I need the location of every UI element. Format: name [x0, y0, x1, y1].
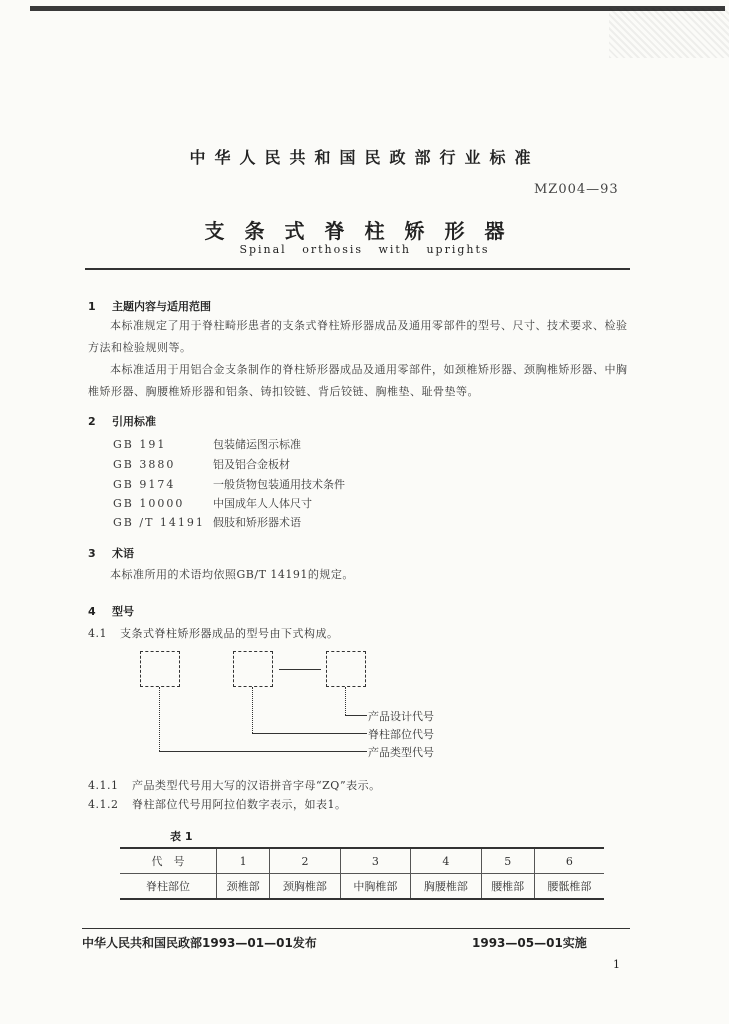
section-4-heading [88, 603, 134, 619]
leader-part-vertical [252, 687, 253, 733]
table-header-row [120, 848, 604, 874]
model-box-category [140, 651, 180, 687]
label-part-code: 脊柱部位代号 [368, 728, 434, 741]
table-caption: 表 1 [170, 830, 193, 843]
section-3-paragraph: 本标准所用的术语均依照GB/T 14191的规定。 [110, 568, 354, 581]
table-cell: 5 [481, 848, 534, 874]
table-cell: 胸腰椎部 [411, 874, 481, 900]
issuing-organization: 中华人民共和国民政部行业标准 [189, 148, 540, 167]
reference-name: 一般货物包装通用技术条件 [213, 478, 345, 491]
table-cell: 腰骶椎部 [534, 874, 604, 900]
title-rule [85, 268, 630, 270]
section-number: 1 [88, 300, 96, 313]
reference-name: 铝及铝合金板材 [213, 458, 290, 471]
section-number: 3 [88, 547, 96, 560]
table-cell: 腰椎部 [481, 874, 534, 900]
label-design-code: 产品设计代号 [368, 710, 434, 723]
clause-number: 4.1.1 [88, 779, 119, 792]
reference-row [113, 476, 345, 492]
model-box-part [233, 651, 273, 687]
table-cell: 颈椎部 [217, 874, 270, 900]
reference-row [113, 514, 301, 530]
clause-text: 产品类型代号用大写的汉语拼音字母“ZQ”表示。 [132, 779, 381, 792]
reference-name: 包装储运图示标准 [213, 438, 301, 451]
leader-category-vertical [159, 687, 160, 751]
clause-4-1 [88, 625, 339, 641]
clause-number: 4.1.2 [88, 798, 119, 811]
scan-noise [609, 8, 729, 58]
table-cell: 中胸椎部 [340, 874, 410, 900]
page-number: 1 [613, 958, 620, 971]
table-cell: 颈胸椎部 [270, 874, 340, 900]
clause-4-1-1 [88, 777, 381, 793]
section-title: 主题内容与适用范围 [112, 300, 211, 313]
reference-name: 假肢和矫形器术语 [213, 516, 301, 529]
document-title-cn: 支条式脊柱矫形器 [204, 219, 525, 243]
model-dash [279, 669, 321, 670]
clause-text: 脊柱部位代号用阿拉伯数字表示，如表1。 [132, 798, 347, 811]
section-title: 引用标准 [112, 415, 156, 428]
section-1-paragraph-2: 本标准适用于用铝合金支条制作的脊柱矫形器成品及通用零部件，如颈椎矫形器、颈胸椎矫形器、中胸椎矫形器、胸腰椎矫形器和铝条、铸扣铰链、背后铰链、胸椎垫、耻骨垫等。 [88, 363, 628, 398]
table-cell: 脊柱部位 [120, 874, 217, 900]
leader-part-horizontal [252, 733, 367, 734]
reference-name: 中国成年人人体尺寸 [213, 497, 312, 510]
reference-code: GB 191 [113, 438, 167, 451]
reference-code: GB 3880 [113, 458, 176, 471]
section-title: 术语 [112, 547, 134, 560]
document-title-en: Spinal orthosis with uprights [239, 243, 490, 256]
reference-code: GB 10000 [113, 497, 185, 510]
table-row [120, 874, 604, 900]
section-3-heading [88, 545, 134, 561]
table-cell: 3 [340, 848, 410, 874]
leader-design-vertical [345, 687, 346, 715]
reference-row [113, 436, 301, 452]
footer-rule [82, 928, 630, 929]
reference-row [113, 495, 312, 511]
issue-date: 中华人民共和国民政部1993—01—01发布 [82, 936, 317, 950]
clause-4-1-2 [88, 796, 347, 812]
standard-number: MZ004—93 [534, 182, 619, 197]
clause-text: 支条式脊柱矫形器成品的型号由下式构成。 [120, 627, 339, 640]
label-category-code: 产品类型代号 [368, 746, 434, 759]
reference-code: GB 9174 [113, 478, 176, 491]
table-cell: 6 [534, 848, 604, 874]
table-cell: 4 [411, 848, 481, 874]
reference-row [113, 456, 290, 472]
table-cell: 代 号 [120, 848, 217, 874]
section-number: 4 [88, 605, 96, 618]
section-2-heading [88, 413, 156, 429]
model-box-design [326, 651, 366, 687]
leader-design-horizontal [345, 715, 367, 716]
clause-number: 4.1 [88, 627, 107, 640]
section-number: 2 [88, 415, 96, 428]
section-1-heading [88, 298, 211, 314]
table-cell: 2 [270, 848, 340, 874]
spine-part-table [120, 847, 604, 900]
reference-code: GB /T 14191 [113, 516, 205, 529]
section-title: 型号 [112, 605, 134, 618]
effective-date: 1993—05—01实施 [472, 936, 587, 950]
table-cell: 1 [217, 848, 270, 874]
leader-category-horizontal [159, 751, 367, 752]
section-1-paragraph-1: 本标准规定了用于脊柱畸形患者的支条式脊柱矫形器成品及通用零部件的型号、尺寸、技术要求、检验方法和检验规则等。 [88, 319, 628, 354]
